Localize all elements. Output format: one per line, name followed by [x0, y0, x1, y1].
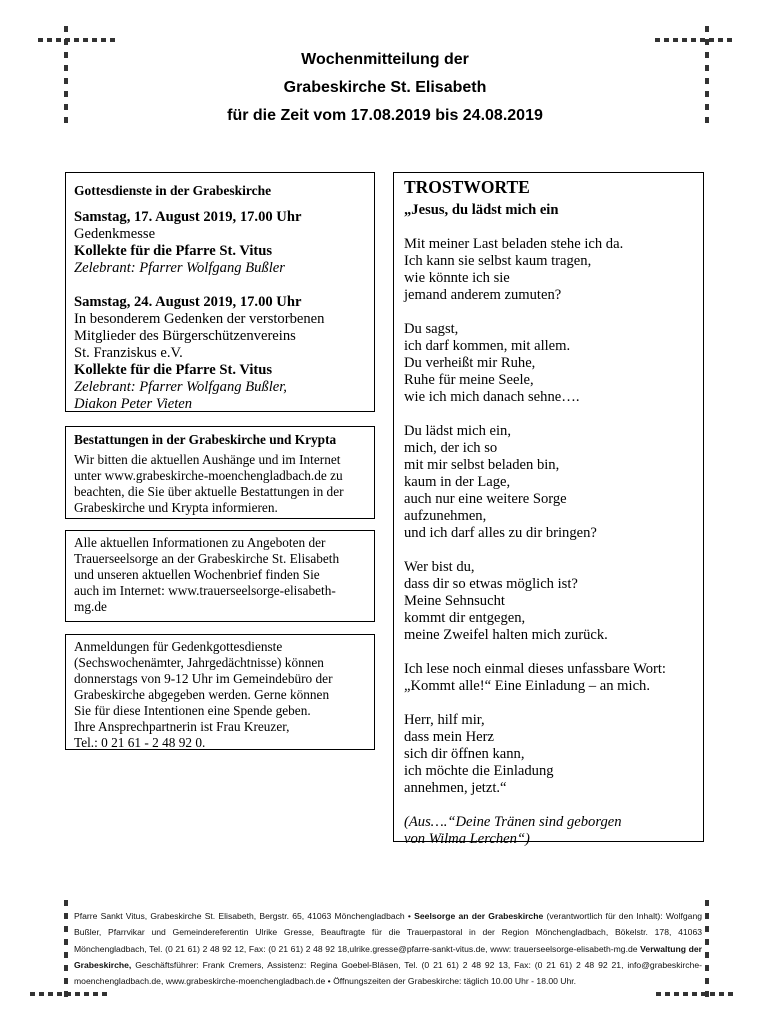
service2-celebrant-2: Diakon Peter Vieten: [74, 396, 193, 412]
stanza-3: [404, 423, 693, 542]
service1-date: Samstag, 17. August 2019, 17.00 Uhr: [74, 209, 302, 225]
burials-line-2: unter www.grabeskirche-moenchengladbach.de zu: [74, 468, 343, 483]
poem-line: Meine Sehnsucht: [404, 593, 505, 609]
source-line: (Aus….“Deine Tränen sind geborgen: [404, 814, 622, 830]
service2-desc-2: Mitglieder des Bürgerschützenvereins: [74, 328, 296, 344]
footer-address: Pfarre Sankt Vitus, Grabeskirche St. Elisabeth, Bergstr. 65, 41063 Mönchengladbach •: [74, 911, 415, 921]
poem-line: kaum in der Lage,: [404, 474, 511, 490]
stanza-5: [404, 661, 693, 695]
poem-line: wie könnte ich sie: [404, 270, 510, 286]
poem-line: ich möchte die Einladung: [404, 763, 554, 779]
burials-line-4: Grabeskirche und Krypta informieren.: [74, 500, 278, 515]
poem-line: Ich kann sie selbst kaum tragen,: [404, 253, 592, 269]
info-line-5: mg.de: [74, 599, 107, 614]
info-box: [65, 530, 375, 622]
poem-line: Herr, hilf mir,: [404, 712, 485, 728]
poem-line: mit mir selbst beladen bin,: [404, 457, 560, 473]
services-heading: Gottesdienste in der Grabeskirche: [74, 183, 272, 198]
stanza-1: [404, 236, 693, 304]
poem-line: jemand anderem zumuten?: [404, 287, 562, 303]
poem-line: Du sagst,: [404, 321, 459, 337]
poem-line: Du lädst mich ein,: [404, 423, 512, 439]
poem-line: Wer bist du,: [404, 559, 475, 575]
registration-line-7: Tel.: 0 21 61 - 2 48 92 0.: [74, 735, 206, 750]
service2-date: Samstag, 24. August 2019, 17.00 Uhr: [74, 294, 302, 310]
poem-line: Ich lese noch einmal dieses unfassbare Wort:: [404, 661, 666, 677]
footer-pastoral-heading: Seelsorge an der Grabeskirche: [414, 911, 544, 921]
burials-heading: Bestattungen in der Grabeskirche und Krypta: [74, 432, 337, 447]
title-line-1: Wochenmitteilung der: [301, 51, 469, 68]
poem-line: kommt dir entgegen,: [404, 610, 526, 626]
poem-line: dass mein Herz: [404, 729, 494, 745]
registration-line-6: Ihre Ansprechpartnerin ist Frau Kreuzer,: [74, 719, 290, 734]
service2-collection: Kollekte für die Pfarre St. Vitus: [74, 362, 273, 378]
registration-box: [65, 634, 375, 750]
title-line-2: Grabeskirche St. Elisabeth: [283, 79, 487, 96]
source-line: von Wilma Lerchen“): [404, 831, 530, 847]
registration-line-3: donnerstags von 9-12 Uhr im Gemeindebüro der: [74, 671, 333, 686]
registration-line-4: Grabeskirche abgegeben werden. Gerne können: [74, 687, 330, 702]
poem-line: auch nur eine weitere Sorge: [404, 491, 567, 507]
poem-line: sich dir öffnen kann,: [404, 746, 525, 762]
consolation-subtitle: „Jesus, du lädst mich ein: [404, 202, 559, 218]
poem-line: Du verheißt mir Ruhe,: [404, 355, 536, 371]
poem-line: dass dir so etwas möglich ist?: [404, 576, 578, 592]
burials-line-1: Wir bitten die aktuellen Aushänge und im Internet: [74, 452, 341, 467]
poem-line: annehmen, jetzt.“: [404, 780, 507, 796]
service2-desc-3: St. Franziskus e.V.: [74, 345, 183, 361]
service1-type: Gedenkmesse: [74, 226, 156, 242]
registration-line-1: Anmeldungen für Gedenkgottesdienste: [74, 639, 283, 654]
registration-line-5: Sie für diese Intentionen eine Spende geben.: [74, 703, 311, 718]
burials-line-3: beachten, die Sie über aktuelle Bestattungen in der: [74, 484, 344, 499]
poem-line: meine Zweifel halten mich zurück.: [404, 627, 608, 643]
service2-desc-1: In besonderem Gedenken der verstorbenen: [74, 311, 325, 327]
poem-line: „Kommt alle!“ Eine Einladung – an mich.: [404, 678, 650, 694]
poem-source: [404, 814, 693, 848]
poem-line: Mit meiner Last beladen stehe ich da.: [404, 236, 624, 252]
stanza-6: [404, 712, 693, 797]
poem-line: ich darf kommen, mit allem.: [404, 338, 571, 354]
service1-collection: Kollekte für die Pfarre St. Vitus: [74, 243, 273, 259]
footer-pastoral-details: (verantwortlich für den Inhalt): Wolfgang Bußler, Pfarrvikar und Gemeindereferentin Ulrike Gresse, Beauftragte für die Trauerpastoral in der Region Mönchengladbach, Bökelstr. 178, 41063 Mönchengladbach, Tel. (0 21 61) 2 48 92 12, Fax: (0 21 61) 2 48 92 18,ulrike.gresse@pfarre-sankt-vitus.de, www: trauerseelsorge-elisabeth-mg.de: [74, 911, 703, 954]
consolation-box: [393, 172, 704, 847]
page-title: [0, 48, 770, 127]
services-box: [65, 172, 375, 412]
title-line-3: für die Zeit vom 17.08.2019 bis 24.08.2019: [227, 107, 543, 124]
info-line-3: und unseren aktuellen Wochenbrief finden Sie: [74, 567, 320, 582]
burials-box: [65, 426, 375, 519]
footer-imprint: [74, 908, 702, 989]
stanza-4: [404, 559, 693, 644]
info-line-1: Alle aktuellen Informationen zu Angeboten der: [74, 535, 326, 550]
service1-celebrant: Zelebrant: Pfarrer Wolfgang Bußler: [74, 260, 285, 276]
consolation-title: TROSTWORTE: [404, 177, 530, 197]
poem-line: aufzunehmen,: [404, 508, 487, 524]
info-line-2: Trauerseelsorge an der Grabeskirche St. Elisabeth: [74, 551, 340, 566]
footer-admin-heading: Verwaltung der Grabeskirche,: [74, 943, 702, 970]
registration-line-2: (Sechswochenämter, Jahrgedächtnisse) können: [74, 655, 324, 670]
footer-admin-details: Geschäftsführer: Frank Cremers, Assistenz: Regina Goebel-Bläsen, Tel. (0 21 61) 2 48 92 13, Fax: (0 21 61) 2 48 92 21, info@grabeskirche-moenchengladbach.de, www.grabeskirche-moenchengladbach.de • Öffnungszeiten der Grabeskirche: täglich 10.00 Uhr - 18.00 Uhr.: [74, 959, 702, 987]
stanza-2: [404, 321, 693, 406]
poem-line: wie ich mich danach sehne….: [404, 389, 580, 405]
service2-celebrant-1: Zelebrant: Pfarrer Wolfgang Bußler,: [74, 379, 287, 395]
info-line-4: auch im Internet: www.trauerseelsorge-elisabeth-: [74, 583, 336, 598]
poem-line: mich, der ich so: [404, 440, 498, 456]
poem-line: und ich darf alles zu dir bringen?: [404, 525, 597, 541]
poem-line: Ruhe für meine Seele,: [404, 372, 534, 388]
